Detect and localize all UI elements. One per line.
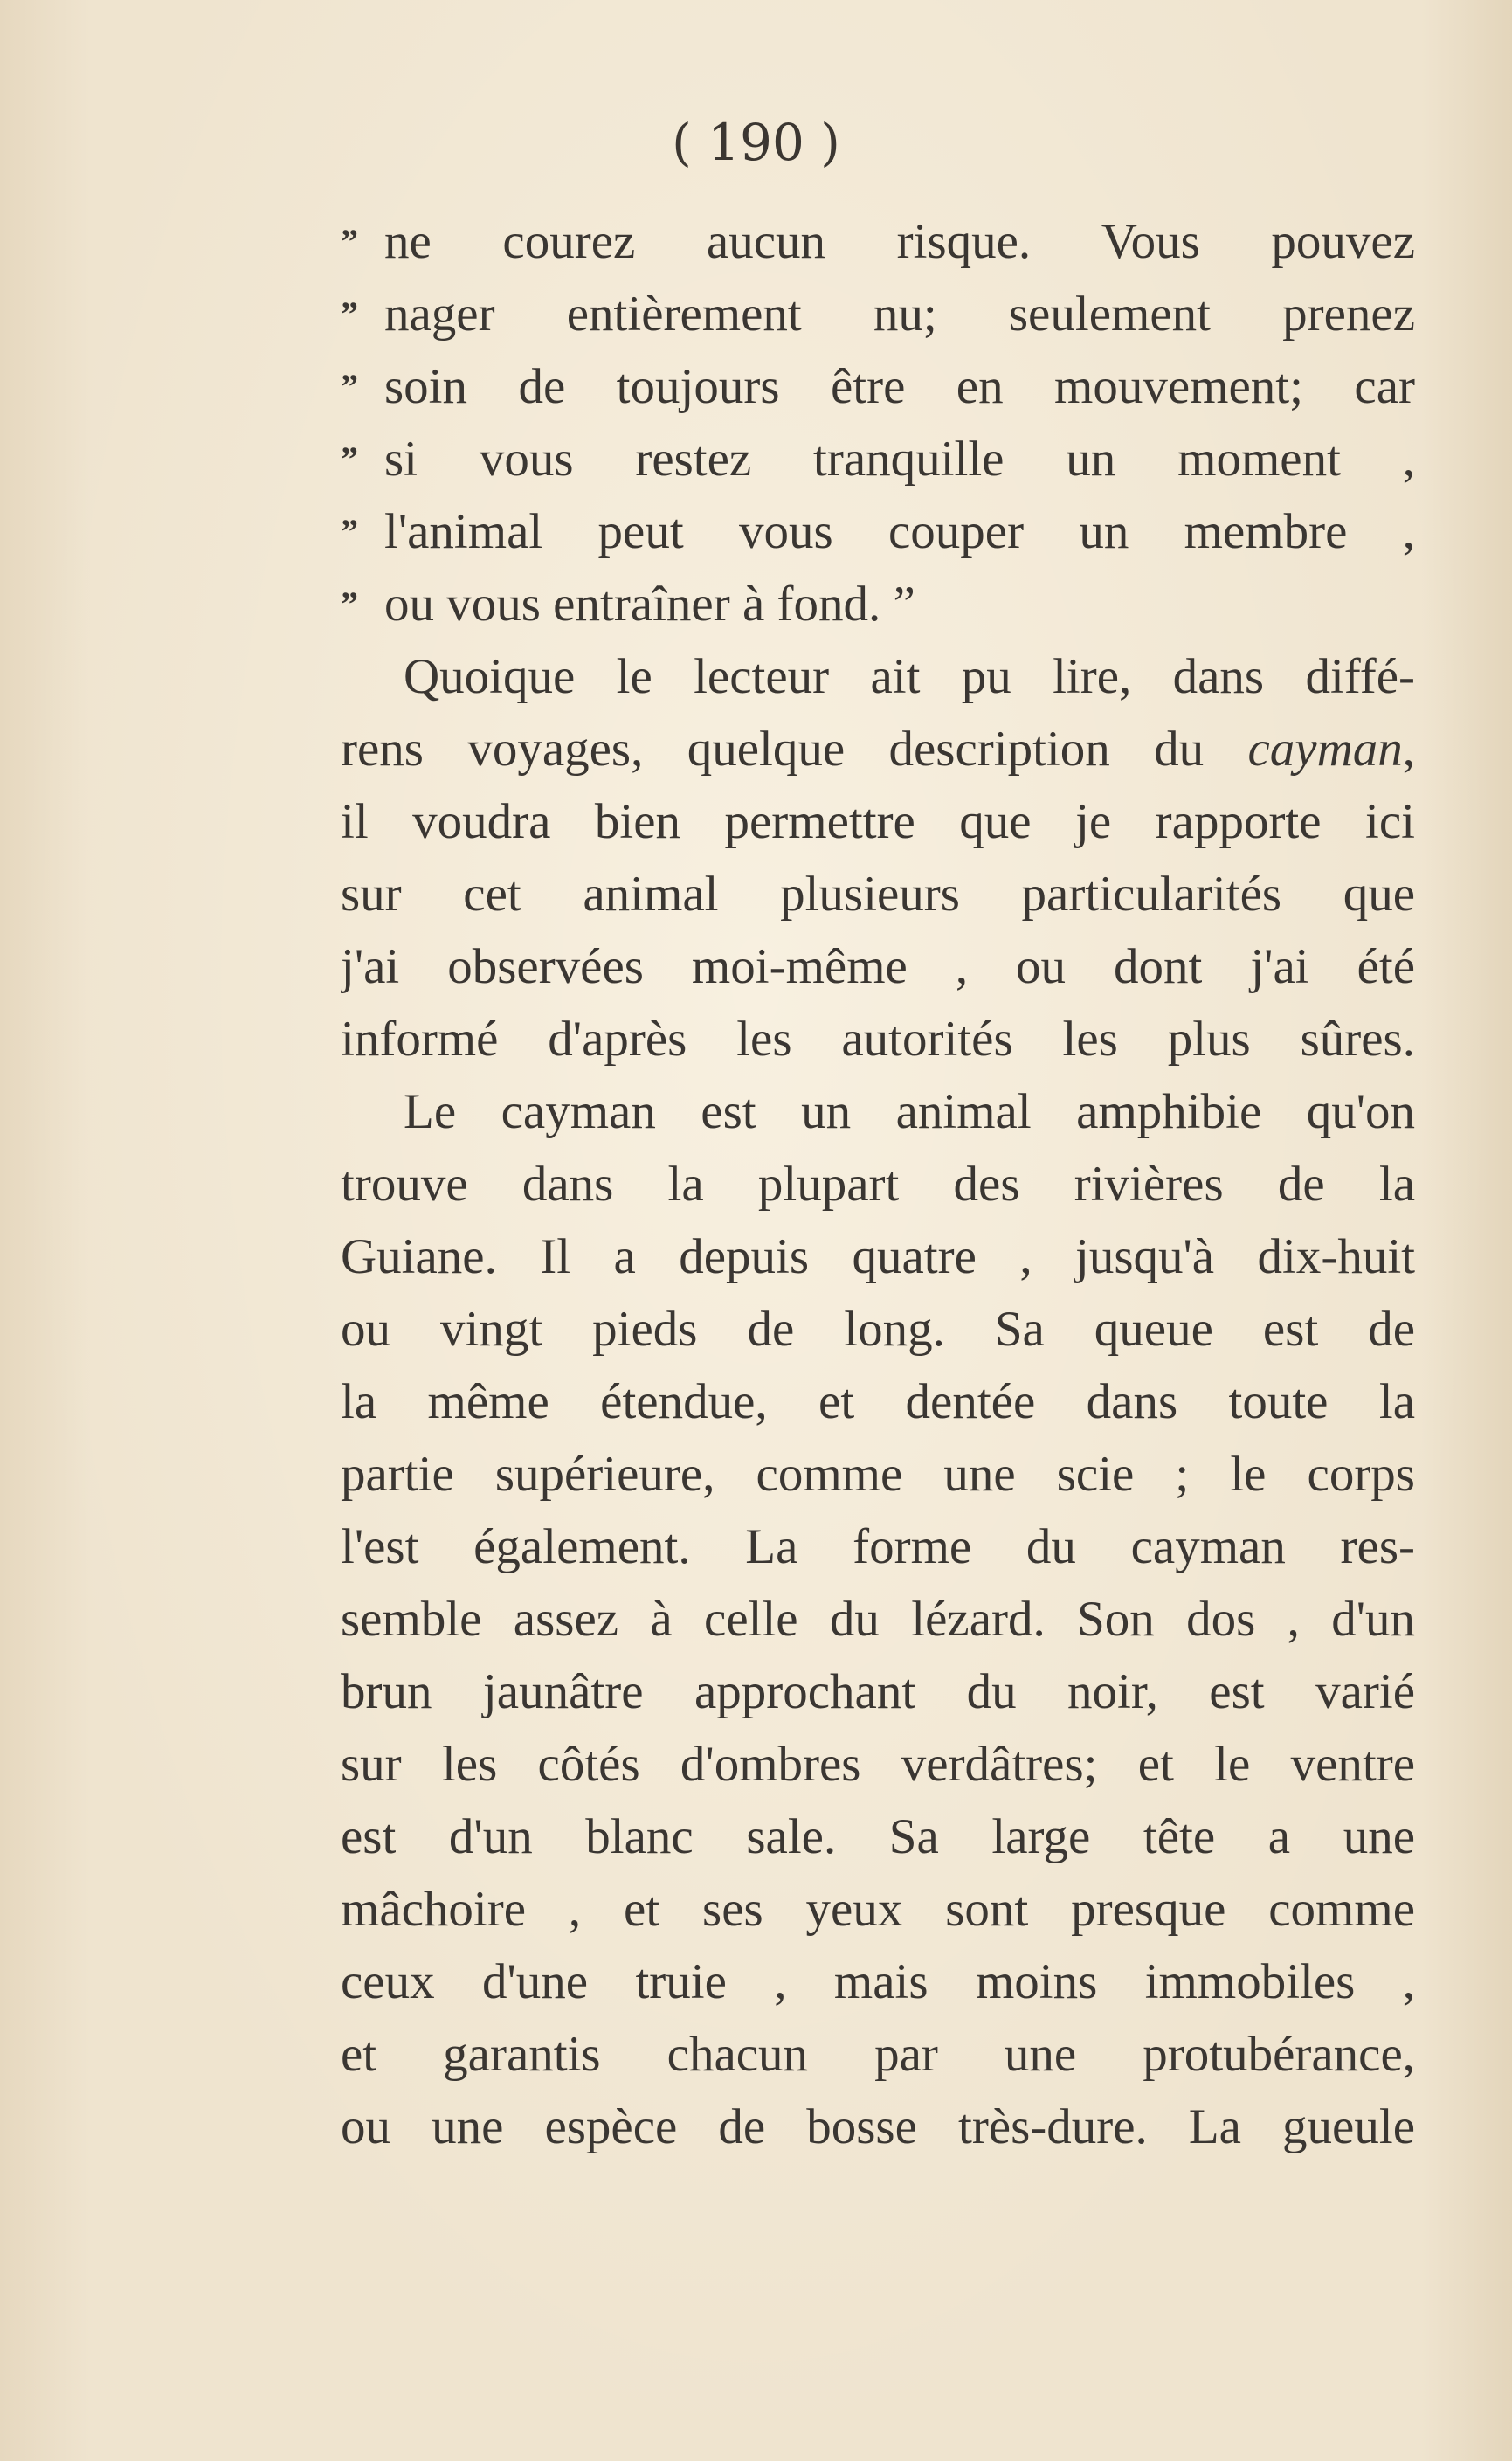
quoted-line: ” ne courez aucun risque. Vous pouvez: [341, 205, 1415, 278]
quoted-line: ” l'animal peut vous couper un membre ,: [341, 495, 1415, 568]
paragraph-line: semble assez à celle du lézard. Son dos , d'un: [341, 1592, 1415, 1647]
page-number: ( 190 ): [672, 113, 840, 172]
paragraph-line: mâchoire , et ses yeux sont presque comme: [341, 1882, 1415, 1937]
paragraph-line: informé d'après les autorités les plus sûres.: [341, 1012, 1415, 1067]
quoted-line: ” nager entièrement nu; seulement prenez: [341, 278, 1415, 350]
paragraph-line: rens voyages, quelque description du cayman,: [341, 722, 1415, 777]
quoted-line: ” si vous restez tranquille un moment ,: [341, 423, 1415, 495]
quoted-line: ” ou vous entraîner à fond. ”: [341, 568, 1415, 640]
body-text: [341, 205, 1415, 2163]
paragraph-line: il voudra bien permettre que je rapporte ici: [341, 794, 1415, 849]
paragraph-line: et garantis chacun par une protubérance,: [341, 2027, 1415, 2082]
quoted-line: ” soin de toujours être en mouvement; car: [341, 350, 1415, 423]
quote-mark: ”: [341, 512, 358, 551]
paragraph-line: Guiane. Il a depuis quatre , jusqu'à dix-huit: [341, 1229, 1415, 1284]
quote-mark: ”: [341, 294, 358, 334]
paragraph-line: ceux d'une truie , mais moins immobiles ,: [341, 1954, 1415, 2009]
paragraph-line: trouve dans la plupart des rivières de la: [341, 1157, 1415, 1212]
paragraph-line: est d'un blanc sale. Sa large tête a une: [341, 1809, 1415, 1864]
quote-mark: ”: [341, 439, 358, 479]
paragraph-line: la même étendue, et dentée dans toute la: [341, 1374, 1415, 1429]
paragraph-line: ou une espèce de bosse très-dure. La gueule: [341, 2099, 1415, 2154]
quote-mark: ”: [341, 222, 358, 261]
italic-term: cayman: [1247, 722, 1403, 777]
paragraph-line: partie supérieure, comme une scie ; le corps: [341, 1447, 1415, 1502]
paragraph-line: brun jaunâtre approchant du noir, est varié: [341, 1664, 1415, 1719]
paragraph-line: Quoique le lecteur ait pu lire, dans diffé-: [404, 649, 1415, 704]
paragraph-line: ou vingt pieds de long. Sa queue est de: [341, 1302, 1415, 1357]
paragraph-line: sur les côtés d'ombres verdâtres; et le ventre: [341, 1737, 1415, 1792]
paragraph-line: sur cet animal plusieurs particularités que: [341, 867, 1415, 922]
quote-mark: ”: [341, 584, 358, 624]
quote-mark: ”: [341, 367, 358, 406]
paragraph-line: Le cayman est un animal amphibie qu'on: [404, 1084, 1415, 1139]
paragraph-line: j'ai observées moi-même , ou dont j'ai été: [341, 939, 1415, 994]
paragraph-line: l'est également. La forme du cayman res-: [341, 1519, 1415, 1574]
